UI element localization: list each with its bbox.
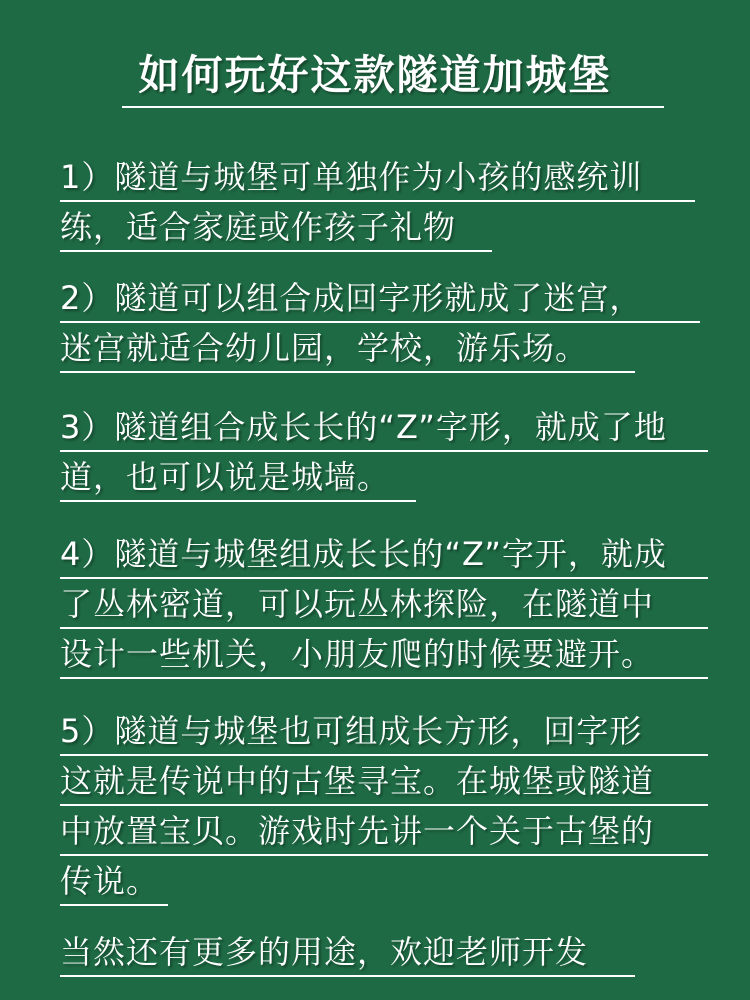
line-underline [60, 371, 635, 373]
line-text: 迷宫就适合幼儿园，学校，游乐场。 [60, 329, 589, 367]
section-line [60, 273, 710, 323]
section-line [60, 856, 710, 906]
section-5 [60, 706, 710, 906]
section-line [60, 452, 710, 502]
line-text: 这就是传说中的古堡寻宝。在城堡或隧道 [60, 762, 655, 800]
line-text: 当然还有更多的用途，欢迎老师开发 [60, 933, 589, 971]
title-underline [122, 106, 664, 108]
section-line [60, 202, 710, 252]
section-line [60, 629, 710, 679]
line-text: 1）隧道与城堡可单独作为小孩的感统训 [60, 158, 643, 196]
line-underline [60, 500, 416, 502]
line-text: 道，也可以说是城墙。 [60, 458, 391, 496]
section-6 [60, 927, 710, 977]
section-line [60, 323, 710, 373]
section-line [60, 402, 710, 452]
section-line [60, 152, 710, 202]
line-text: 5）隧道与城堡也可组成长方形，回字形 [60, 712, 643, 750]
section-line [60, 756, 710, 806]
section-3 [60, 402, 710, 502]
line-text: 3）隧道组合成长长的“Z”字形，就成了地 [60, 408, 667, 446]
line-text: 4）隧道与城堡组成长长的“Z”字开，就成 [60, 535, 667, 573]
section-1 [60, 152, 710, 252]
line-underline [60, 677, 708, 679]
line-underline [60, 904, 168, 906]
line-text: 中放置宝贝。游戏时先讲一个关于古堡的 [60, 812, 655, 850]
section-4 [60, 529, 710, 679]
line-text: 练，适合家庭或作孩子礼物 [60, 208, 457, 246]
section-2 [60, 273, 710, 373]
line-text: 2）隧道可以组合成回字形就成了迷宫， [60, 279, 643, 317]
line-text: 了丛林密道，可以玩丛林探险，在隧道中 [60, 585, 655, 623]
section-line [60, 806, 710, 856]
section-line [60, 706, 710, 756]
section-line [60, 927, 710, 977]
section-line [60, 529, 710, 579]
line-underline [60, 975, 635, 977]
line-text: 传说。 [60, 862, 160, 900]
section-line [60, 579, 710, 629]
line-underline [60, 250, 492, 252]
page-title: 如何玩好这款隧道加城堡 [138, 51, 612, 99]
line-text: 设计一些机关，小朋友爬的时候要避开。 [60, 635, 655, 673]
